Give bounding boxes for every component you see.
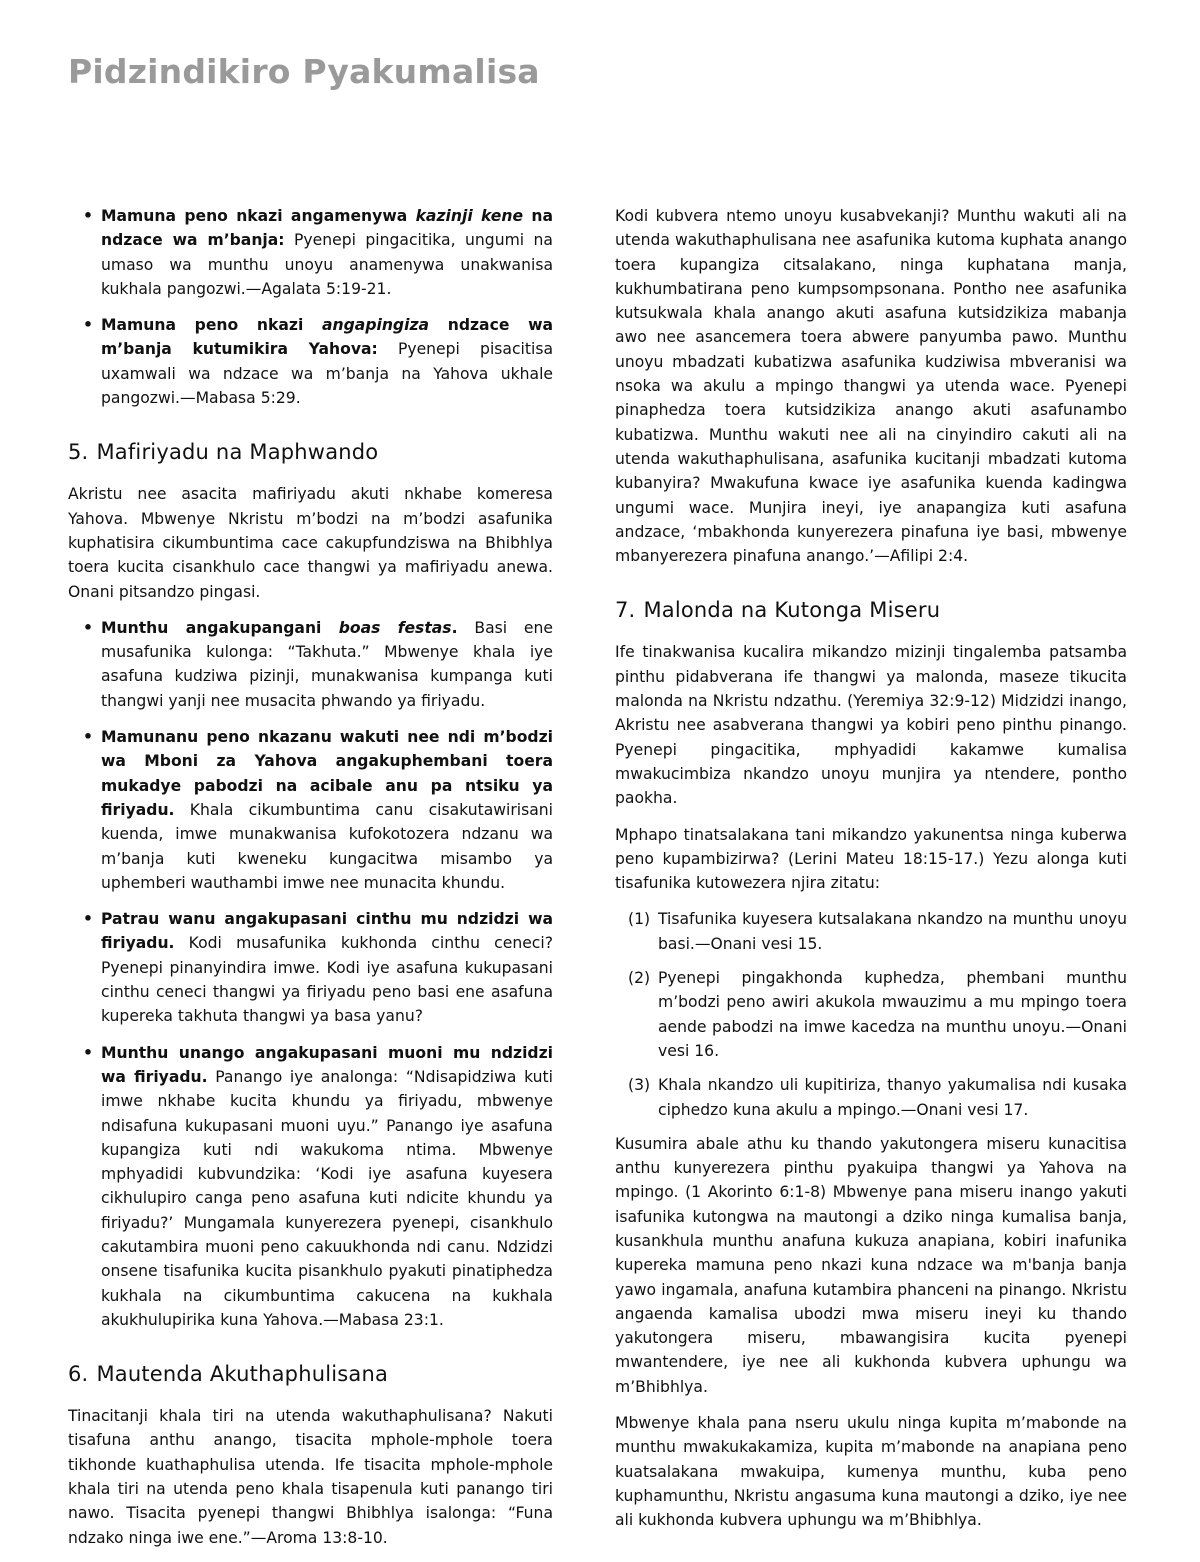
section-number: 6. xyxy=(68,1362,89,1387)
section-heading-7 xyxy=(615,596,1127,624)
bullet-icon: • xyxy=(83,1043,93,1062)
page-title: Pidzindikiro Pyakumalisa xyxy=(68,52,540,91)
bullet-text: Pyenepi pisacitisa uxamwali wa ndzace wa m’banja na Yahova ukhale pangozwi.—Mabasa 5:29. xyxy=(101,340,553,408)
list-item xyxy=(615,966,1127,1063)
paragraph: Ife tinakwanisa kucalira mikandzo mizinji tingalemba patsamba pinthu pidabverana ife thangwi ya malonda, maseze tikucita malonda na Nkristu ndzathu. (Yeremiya 32:9-12) Midzidzi inango, Akristu nee asabverana thangwi ya kobiri peno pinthu pinango. Pyenepi pingacitika, mphyadidi kakamwe kumalisa mwakucimbiza nkandzo unoyu munjira ya ntendere, pontho paokha. xyxy=(615,643,1127,808)
bullet-lead: . xyxy=(451,618,458,637)
numbered-steps xyxy=(615,907,1127,1121)
bullet-lead: Mamuna peno nkazi angamenywa xyxy=(101,207,416,225)
paragraph: Akristu nee asacita mafiriyadu akuti nkhabe komeresa Yahova. Mbwenye Nkristu m’bodzi na m’bodzi asafunika kuphatisira cikumbuntima cace cakupfundziswa na Bhibhlya toera kucita cisankhulo cace thangwi ya mafiriyadu anewa. Onani pitsandzo pingasi. xyxy=(68,485,553,601)
right-column xyxy=(615,204,1127,1545)
bullet-lead: Mamuna peno nkazi xyxy=(101,316,323,335)
bullet-lead-emphasis: boas festas xyxy=(338,618,452,637)
bullet-lead-emphasis: kazinji kene xyxy=(415,207,524,225)
list-item xyxy=(615,1073,1127,1122)
paragraph: Kodi kubvera ntemo unoyu kusabvekanji? Munthu wakuti ali na utenda wakuthaphulisana nee asafunika kutoma kuphata anango toera kupangiza citsalakano, ninga kuphatana manja, kukhumbatirana peno kumpsompsonana. Pontho nee asafunika kutsukwala khala anango akuti asafuna kutsidzikiza mabanja awo nee asancemera toera abwere panyumba pawo. Munthu unoyu mbadzati kubatizwa asafunika kudziwisa mbveranisi wa nsoka wa akulu a mpingo thangwi ya utenda wace. Pyenepi pinaphedza toera kutsidzikiza anango akuti asafunambo kubatizwa. Munthu wakuti nee ali na cinyindiro cakuti ali na utenda wakuthaphulisana, asafunika kucitanji mbadzati kutoma kubanyira? Mwakufuna kwace iye asafunika kuenda kadingwa ungumi wace. Munjira ineyi, iye anapangiza kuti asafuna andzace, ‘mbakhonda kunyerezera pinafuna iye basi, mbwenye mbanyerezera pinafuna anango.’—Afilipi 2:4. xyxy=(615,207,1127,566)
bullet-text: Kodi musafunika kukhonda cinthu ceneci? Pyenepi pinanyindira imwe. Kodi iye asafuna kukupasani cinthu ceneci thangwi ya firiyadu peno basi ene asafuna kupereka takhuta thangwi ya basa yanu? xyxy=(101,934,553,1026)
list-item xyxy=(68,725,553,895)
list-item xyxy=(68,907,553,1028)
paragraph: Mphapo tinatsalakana tani mikandzo yakunentsa ninga kuberwa peno kupambizirwa? (Lerini Mateu 18:15-17.) Yezu alonga kuti tisafunika kutowezera njira zitatu: xyxy=(615,825,1127,893)
section-heading-5 xyxy=(68,438,553,466)
bullet-text: Pyenepi pingacitika, ungumi na umaso wa munthu unoyu anamenywa unakwanisa kukhala pangozwi.—Agalata 5:19-21. xyxy=(101,231,553,298)
step-text: Khala nkandzo uli kupitiriza, thanyo yakumalisa ndi kusaka ciphedzo kuna akulu a mpingo.—Onani vesi 17. xyxy=(658,1076,1127,1119)
bullet-lead: Munthu angakupangani xyxy=(101,618,339,637)
step-number: (1) xyxy=(628,910,651,929)
section5-bullet-list xyxy=(68,616,553,1332)
section-number: 7. xyxy=(615,598,636,623)
list-item xyxy=(615,907,1127,956)
paragraph: Mbwenye khala pana nseru ukulu ninga kupita m’mabonde na munthu mwakukakamiza, kupita m’mabonde na anapiana peno kuatsalakana mwakuipa, kumenya munthu, kuba peno kuphamunthu, Nkristu angasuma kuna mautongi a dziko, iye nee ali kukhonda kubvera uphungu wa m’Bhibhlya. xyxy=(615,1414,1127,1530)
step-text: Tisafunika kuyesera kutsalakana nkandzo na munthu unoyu basi.—Onani vesi 15. xyxy=(658,910,1127,953)
bullet-lead: Patrau wanu angakupasani cinthu mu ndzidzi wa firiyadu. xyxy=(101,910,553,953)
bullet-lead: Mamunanu peno nkazanu wakuti nee ndi m’bodzi wa Mboni za Yahova angakuphembani toera mukadye pabodzi na acibale anu pa ntsiku ya firiyadu. xyxy=(101,728,553,819)
bullet-lead: Munthu unango angakupasani muoni mu ndzidzi wa firiyadu. xyxy=(101,1043,553,1086)
bullet-icon: • xyxy=(83,316,93,335)
bullet-text: Khala cikumbuntima canu cisakutawirisani kuenda, imwe munakwanisa kufokotozera ndzanu wa m’banja kuti kweneku kungacitwa misambo ya uphemberi wauthambi imwe nee munacita khundu. xyxy=(101,800,553,892)
bullet-lead: ndzace wa m’banja kutumikira Yahova: xyxy=(101,316,554,359)
list-item xyxy=(68,313,553,410)
bullet-lead: na ndzace wa m’banja: xyxy=(101,207,553,250)
step-number: (2) xyxy=(628,969,651,988)
paragraph: Tinacitanji khala tiri na utenda wakuthaphulisana? Nakuti tisafuna anthu anango, tisacita mphole-mphole toera tikhonde kuathaphulisa utenda. Ife tisacita mphole-mphole khala tiri na utenda peno khala tisapenula kuti panango tiri nawo. Tisacita pyenepi thangwi Bhibhlya isalonga: “Funa ndzako ninga iwe ene.”—Aroma 13:8-10. xyxy=(68,1407,553,1547)
paragraph: Kusumira abale athu ku thando yakutongera miseru kunacitisa anthu kunyerezera pinthu pyakuipa thangwi ya Yahova na mpingo. (1 Akorinto 6:1-8) Mbwenye pana miseru inango yakuti isafunika kutongwa na mautongi a dziko ninga kumalisa banja, kusankhula munthu anafuna kukuza anapiana, kobiri inafunika kupereka mamuna peno nkazi kuna ndzace wa m'banja banja yawo ingamala, anafuna kutambira phanceni na pinango. Nkristu angaenda kamalisa ubodzi mwa miseru ineyi ku thando yakutongera miseru, mbawangisira kucita pyenepi mwantendere, iye nee ali kukhonda kubvera uphungu wa m’Bhibhlya. xyxy=(615,1134,1127,1396)
list-item xyxy=(68,616,553,713)
list-item xyxy=(68,204,553,301)
bullet-text: Panango iye analonga: “Ndisapidziwa kuti imwe nkhabe kucita khundu ya firiyadu, mbwenye ndisafuna kukupasani muoni uyu.” Panango iye asafuna kupangiza kuti ndi wakukoma ntima. Mbwenye mphyadidi kubvundzika: ‘Kodi iye asafuna kuyesera cikhulupiro canga peno asafuna kuti ndicite khundu ya firiyadu?’ Mungamala kunyerezera pyenepi, cisankhulo cakutambira muoni peno cakuukhonda ndi canu. Ndzidzi onsene tisafunika kucita pisankhulo pyakuti pinatiphedza kukhala na cikumbuntima cakucena na kukhala akukhulupirika kuna Yahova.—Mabasa 23:1. xyxy=(101,1067,553,1329)
bullet-icon: • xyxy=(83,618,93,637)
section-title: Malonda na Kutonga Miseru xyxy=(643,598,941,623)
section-title: Mautenda Akuthaphulisana xyxy=(96,1362,389,1387)
section-heading-6 xyxy=(68,1360,553,1388)
step-number: (3) xyxy=(628,1076,651,1095)
section-number: 5. xyxy=(68,440,89,465)
bullet-icon: • xyxy=(83,728,93,747)
list-item xyxy=(68,1041,553,1333)
intro-bullet-list xyxy=(68,204,553,410)
bullet-icon: • xyxy=(83,207,93,225)
section-title: Mafiriyadu na Maphwando xyxy=(96,440,379,465)
bullet-icon: • xyxy=(83,910,93,929)
step-text: Pyenepi pingakhonda kuphedza, phembani munthu m’bodzi peno awiri akukola mwauzimu a mu mpingo toera aende pabodzi na imwe kacedza na munthu unoyu.—Onani vesi 16. xyxy=(658,969,1127,1060)
left-column xyxy=(68,204,553,1562)
bullet-text: Basi ene musafunika kulonga: “Takhuta.” Mbwenye khala iye asafuna kudziwa pizinji, munakwanisa kumpanga kuti thangwi yanji nee musacita phwando ya firiyadu. xyxy=(101,618,553,710)
bullet-lead-emphasis: angapingiza xyxy=(322,316,430,335)
